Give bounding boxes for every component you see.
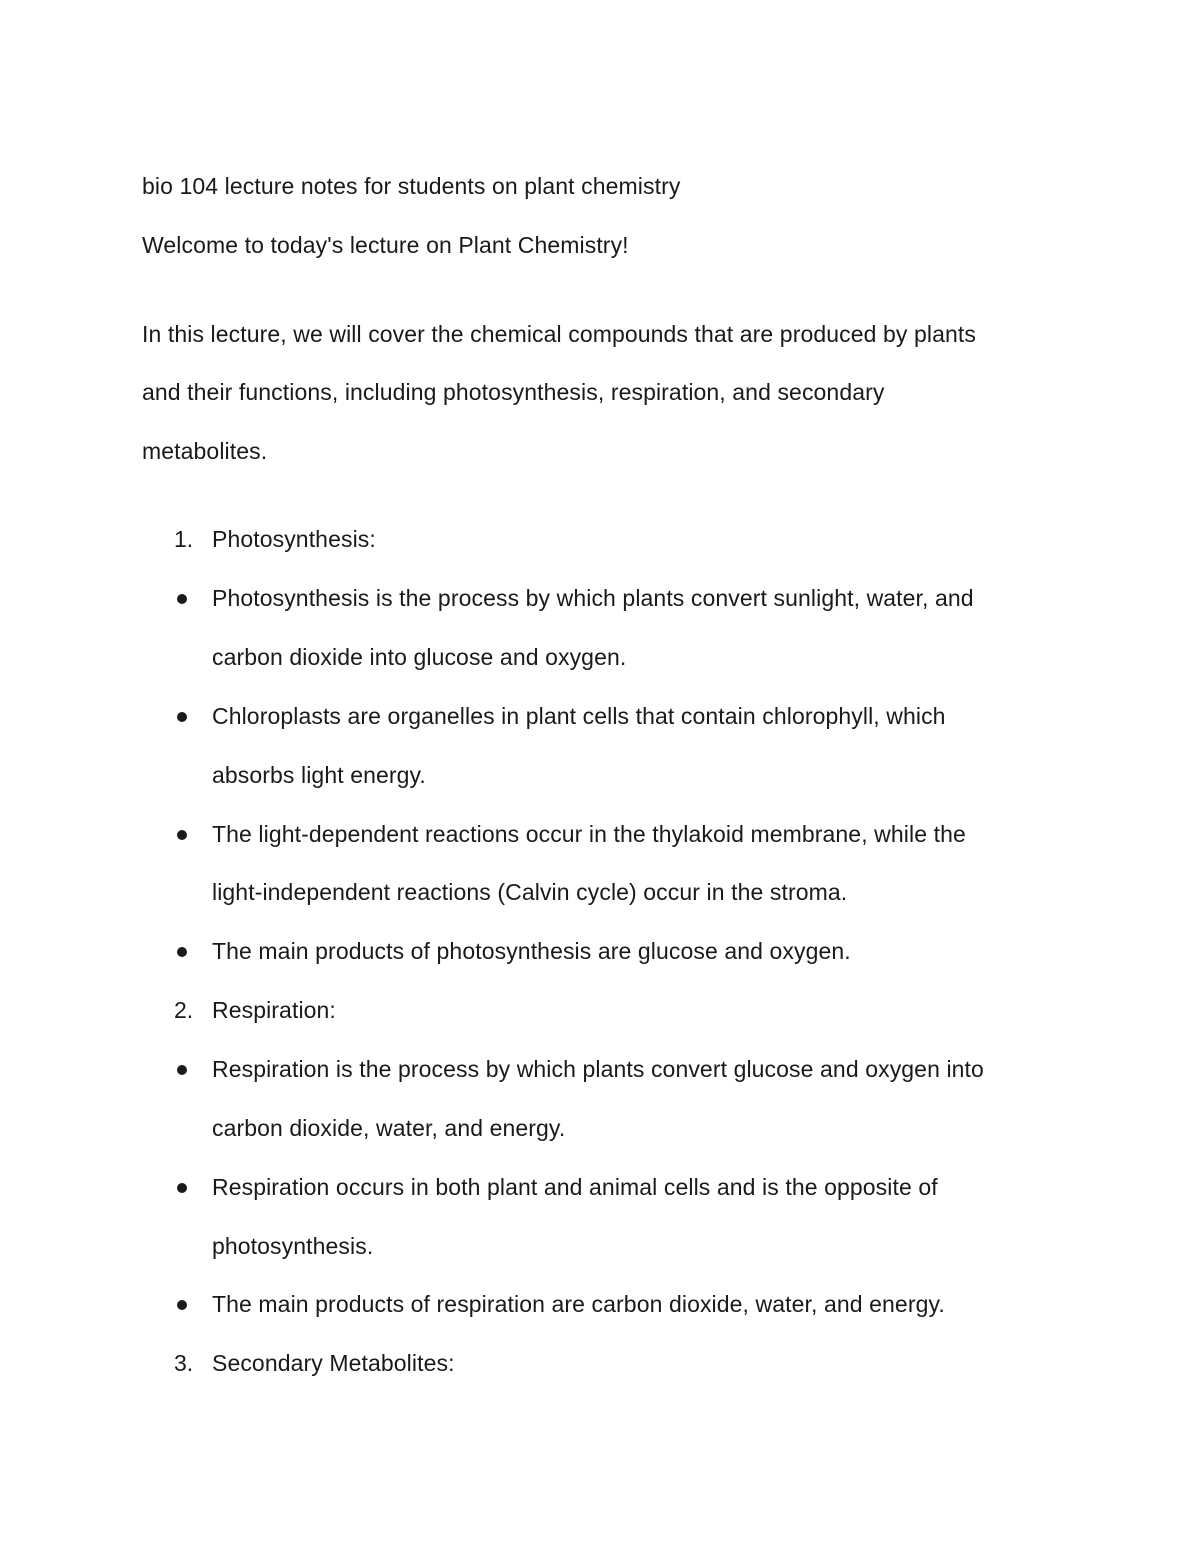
bullet-icon	[177, 947, 187, 957]
bullet-icon	[177, 830, 187, 840]
bullet-text: photosynthesis.	[212, 1233, 374, 1259]
bullet-icon	[177, 1300, 187, 1310]
intro-line: metabolites.	[142, 438, 268, 464]
welcome-line: Welcome to today's lecture on Plant Chemistry!	[142, 232, 629, 258]
bullet-icon	[177, 712, 187, 722]
bullet-text: carbon dioxide, water, and energy.	[212, 1115, 566, 1141]
section-heading: Respiration:	[212, 997, 336, 1023]
section-number: 1.	[174, 526, 194, 552]
document-title: bio 104 lecture notes for students on plant chemistry	[142, 173, 681, 199]
bullet-text: light-independent reactions (Calvin cycle) occur in the stroma.	[212, 879, 848, 905]
section-number: 3.	[174, 1350, 194, 1376]
section-heading: Photosynthesis:	[212, 526, 376, 552]
bullet-icon	[177, 1183, 187, 1193]
intro-line: In this lecture, we will cover the chemical compounds that are produced by plants	[142, 321, 976, 347]
bullet-text: Chloroplasts are organelles in plant cells that contain chlorophyll, which	[212, 703, 946, 729]
bullet-icon	[177, 1065, 187, 1075]
bullet-text: The main products of photosynthesis are glucose and oxygen.	[212, 938, 851, 964]
bullet-text: Photosynthesis is the process by which plants convert sunlight, water, and	[212, 585, 974, 611]
bullet-text: absorbs light energy.	[212, 762, 426, 788]
bullet-text: The light-dependent reactions occur in the thylakoid membrane, while the	[212, 821, 966, 847]
section-heading: Secondary Metabolites:	[212, 1350, 455, 1376]
bullet-text: carbon dioxide into glucose and oxygen.	[212, 644, 627, 670]
bullet-text: Respiration occurs in both plant and animal cells and is the opposite of	[212, 1174, 938, 1200]
intro-line: and their functions, including photosynthesis, respiration, and secondary	[142, 379, 885, 405]
section-number: 2.	[174, 997, 194, 1023]
bullet-text: The main products of respiration are carbon dioxide, water, and energy.	[212, 1291, 945, 1317]
bullet-icon	[177, 594, 187, 604]
bullet-text: Respiration is the process by which plants convert glucose and oxygen into	[212, 1056, 984, 1082]
